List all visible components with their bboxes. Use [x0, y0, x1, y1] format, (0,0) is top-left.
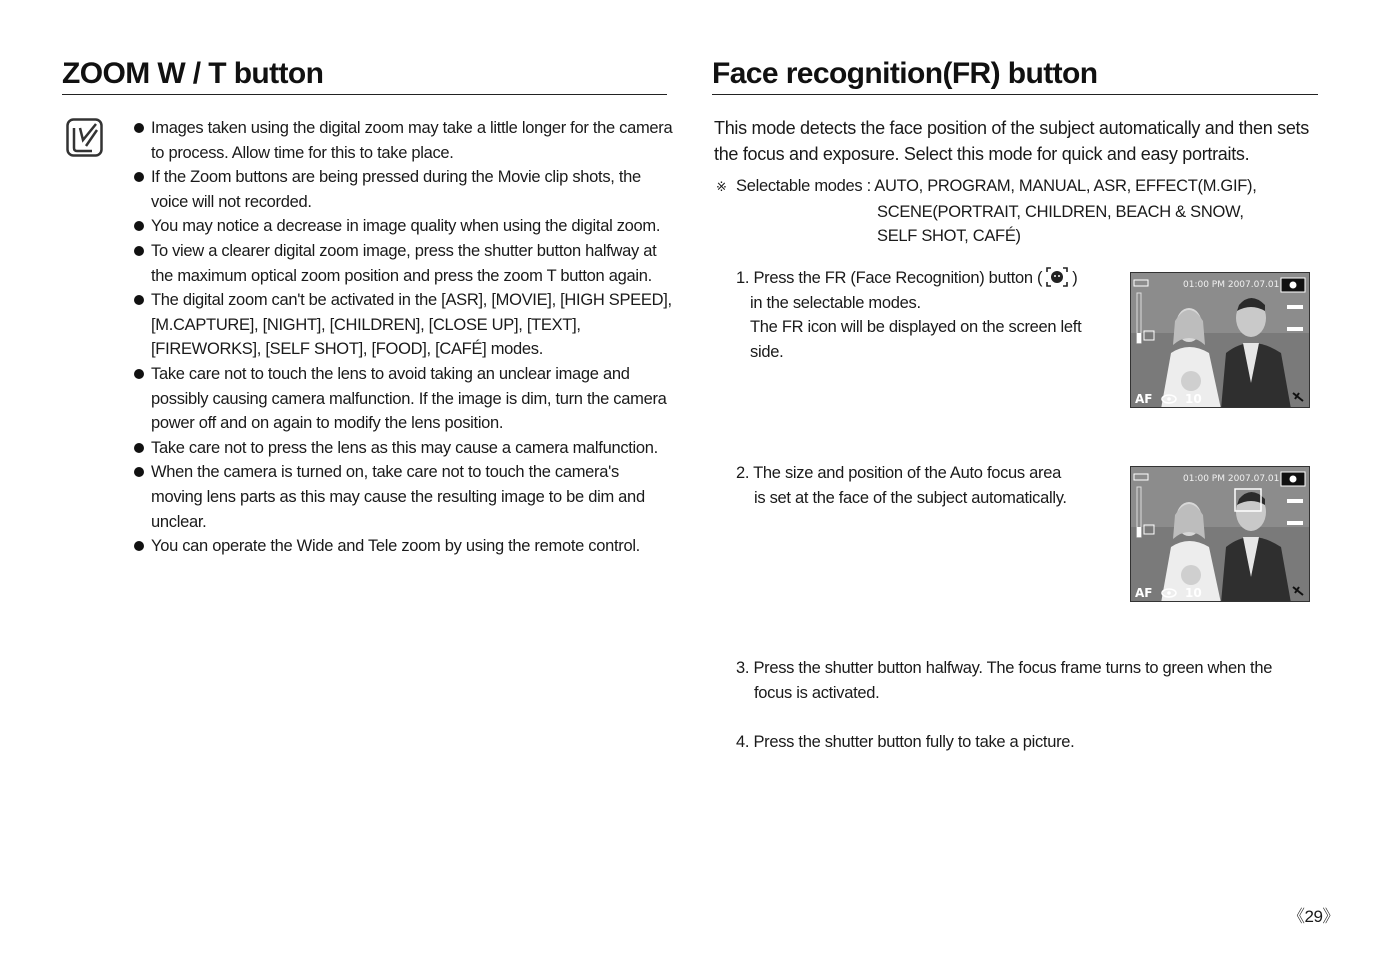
selectable-modes: ※ Selectable modes : AUTO, PROGRAM, MANUAL, ASR, EFFECT(M.GIF), SCENE(PORTRAIT, CHILDREN, BEACH & SNOW, SELF SHOT, CAFÉ): [716, 177, 1257, 245]
step-1: 1. Press the FR (Face Recognition) button ( ) in the selectable modes. The FR icon will be displayed on the screen left side.: [736, 269, 1082, 361]
zoom-section: [62, 56, 673, 556]
fr-intro: This mode detects the face position of the subject automatically and then sets the focus and exposure. Select this mode for quick and easy portraits.: [714, 118, 1309, 164]
screen-af-label: AF: [1135, 392, 1153, 406]
note-item: The digital zoom can't be activated in the [ASR], [MOVIE], [HIGH SPEED], [M.CAPTURE], [NIGHT], [CHILDREN], [CLOSE UP], [TEXT], [FIREWORKS], [SELF SHOT], [FOOD], [CAFÉ] modes.: [134, 288, 674, 362]
note-pencil-icon: [66, 118, 104, 158]
note-item: If the Zoom buttons are being pressed during the Movie clip shots, the voice will not recorded.: [134, 165, 674, 214]
note-item: You may notice a decrease in image quality when using the digital zoom.: [134, 214, 674, 239]
step-2: 2. The size and position of the Auto focus area is set at the face of the subject automatically.: [736, 464, 1067, 507]
camera-screen-focus: [1130, 466, 1310, 602]
fr-section-title: Face recognition(FR) button: [712, 56, 1318, 95]
note-item: You can operate the Wide and Tele zoom by using the remote control.: [134, 534, 674, 559]
note-item: When the camera is turned on, take care not to touch the camera's moving lens parts as this may cause the resulting image to be dim and unclear.: [134, 460, 674, 534]
screen-datetime: 01:00 PM 2007.07.01: [1183, 280, 1280, 290]
note-item: Take care not to touch the lens to avoid taking an unclear image and possibly causing camera malfunction. If the image is dim, turn the camera power off and on again to modify the lens position.: [134, 362, 674, 436]
note-item: Images taken using the digital zoom may take a little longer for the camera to process. Allow time for this to take place.: [134, 116, 674, 165]
screen-datetime: 01:00 PM 2007.07.01: [1183, 474, 1280, 484]
screen-size-label: 10: [1185, 586, 1202, 600]
screen-af-label: AF: [1135, 586, 1153, 600]
page-number: 《29》: [1288, 907, 1339, 926]
screen-size-label: 10: [1185, 392, 1202, 406]
step-3: 3. Press the shutter button halfway. The focus frame turns to green when the focus is activated.: [736, 659, 1273, 702]
camera-screen-preview: [1130, 272, 1310, 408]
fr-section: [712, 56, 1318, 751]
reference-mark: ※: [716, 179, 727, 194]
step-4: 4. Press the shutter button fully to take a picture.: [736, 733, 1075, 751]
note-item: Take care not to press the lens as this may cause a camera malfunction.: [134, 436, 674, 461]
face-recognition-icon: [1046, 267, 1068, 287]
notes-list: [134, 116, 674, 559]
zoom-section-title: ZOOM W / T button: [62, 56, 667, 95]
note-item: To view a clearer digital zoom image, press the shutter button halfway at the maximum optical zoom position and press the zoom T button again.: [134, 239, 674, 288]
